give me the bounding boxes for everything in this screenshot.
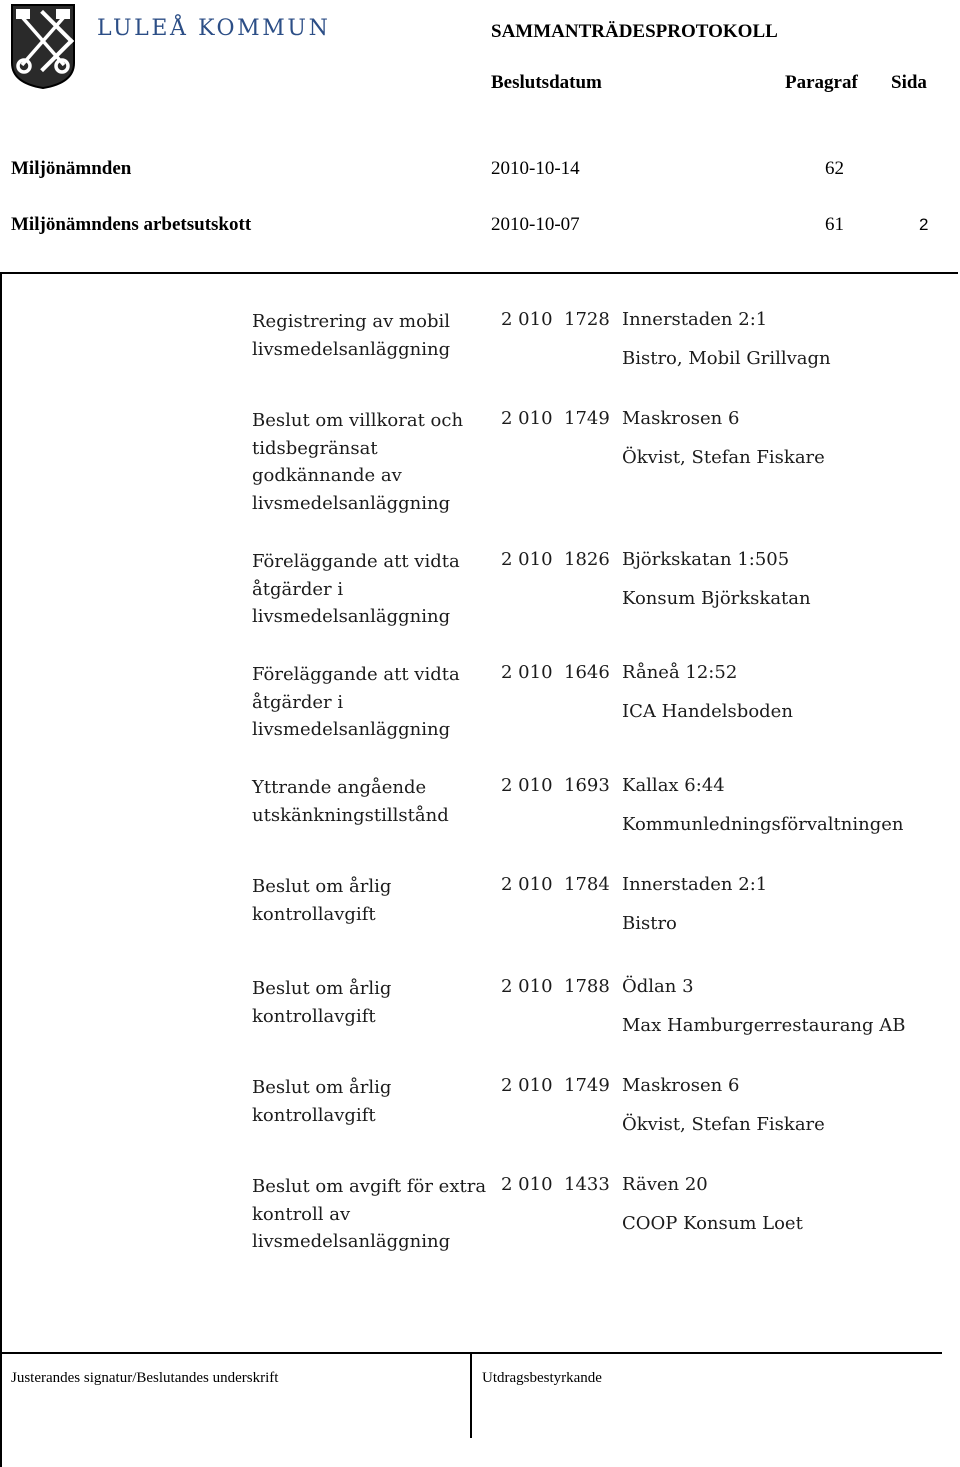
case-subject: Registrering av mobil livsmedelsanläggning	[252, 311, 451, 360]
meeting-date: 2010-10-14	[491, 158, 580, 179]
case-owner: Kommunledningsförvaltningen	[622, 814, 904, 835]
case-subject: Beslut om avgift för extra kontroll av livsmedelsanläggning	[252, 1176, 487, 1252]
meeting-body: Miljönämndens arbetsutskott	[11, 214, 252, 235]
case-number: 1693	[564, 775, 610, 796]
case-subject: Beslut om villkorat och tidsbegränsat godkännande av livsmedelsanläggning	[252, 410, 464, 514]
frame-top-rule	[0, 272, 958, 274]
column-heading-page: Sida	[891, 72, 927, 93]
coat-of-arms-logo	[10, 3, 76, 89]
case-number: 1788	[564, 976, 610, 997]
case-number: 1749	[564, 1075, 610, 1096]
case-number: 1728	[564, 309, 610, 330]
case-property: Innerstaden 2:1	[622, 309, 768, 330]
case-year: 2 010	[501, 1174, 553, 1195]
column-heading-paragraph: Paragraf	[785, 72, 858, 93]
case-number: 1826	[564, 549, 610, 570]
case-property: Maskrosen 6	[622, 1075, 740, 1096]
case-subject: Föreläggande att vidta åtgärder i livsmedelsanläggning	[252, 551, 460, 627]
case-owner: Ökvist, Stefan Fiskare	[622, 447, 825, 468]
document-type-title: SAMMANTRÄDESPROTOKOLL	[491, 21, 778, 42]
case-property: Råneå 12:52	[622, 662, 738, 683]
organization-name: LULEÅ KOMMUN	[97, 16, 331, 41]
case-owner: Bistro, Mobil Grillvagn	[622, 348, 831, 369]
case-year: 2 010	[501, 976, 553, 997]
case-number: 1433	[564, 1174, 610, 1195]
certified-label: Utdragsbestyrkande	[482, 1370, 602, 1386]
case-property: Innerstaden 2:1	[622, 874, 768, 895]
case-year: 2 010	[501, 408, 553, 429]
case-year: 2 010	[501, 309, 553, 330]
case-number: 1784	[564, 874, 610, 895]
case-year: 2 010	[501, 1075, 553, 1096]
case-number: 1749	[564, 408, 610, 429]
case-property: Räven 20	[622, 1174, 708, 1195]
meeting-body: Miljönämnden	[11, 158, 132, 179]
case-owner: Max Hamburgerrestaurang AB	[622, 1015, 906, 1036]
case-owner: Bistro	[622, 913, 677, 934]
case-year: 2 010	[501, 549, 553, 570]
meeting-paragraph: 61	[825, 214, 844, 235]
case-property: Kallax 6:44	[622, 775, 725, 796]
frame-left-rule	[0, 272, 2, 1467]
case-number: 1646	[564, 662, 610, 683]
case-subject: Beslut om årlig kontrollavgift	[252, 876, 392, 925]
case-owner: Ökvist, Stefan Fiskare	[622, 1114, 825, 1135]
case-year: 2 010	[501, 662, 553, 683]
case-subject: Yttrande angående utskänkningstillstånd	[252, 777, 449, 826]
case-subject: Föreläggande att vidta åtgärder i livsmedelsanläggning	[252, 664, 460, 740]
case-owner: Konsum Björkskatan	[622, 588, 811, 609]
page-number: 2	[919, 215, 929, 234]
case-property: Ödlan 3	[622, 976, 694, 997]
signature-label: Justerandes signatur/Beslutandes underskrift	[11, 1370, 279, 1386]
case-subject: Beslut om årlig kontrollavgift	[252, 1077, 392, 1126]
case-year: 2 010	[501, 874, 553, 895]
meeting-paragraph: 62	[825, 158, 844, 179]
case-owner: ICA Handelsboden	[622, 701, 793, 722]
footer-divider	[470, 1354, 472, 1438]
meeting-date: 2010-10-07	[491, 214, 580, 235]
case-subject: Beslut om årlig kontrollavgift	[252, 978, 392, 1027]
case-owner: COOP Konsum Loet	[622, 1213, 803, 1234]
case-year: 2 010	[501, 775, 553, 796]
case-property: Björkskatan 1:505	[622, 549, 790, 570]
column-heading-date: Beslutsdatum	[491, 72, 602, 93]
case-property: Maskrosen 6	[622, 408, 740, 429]
